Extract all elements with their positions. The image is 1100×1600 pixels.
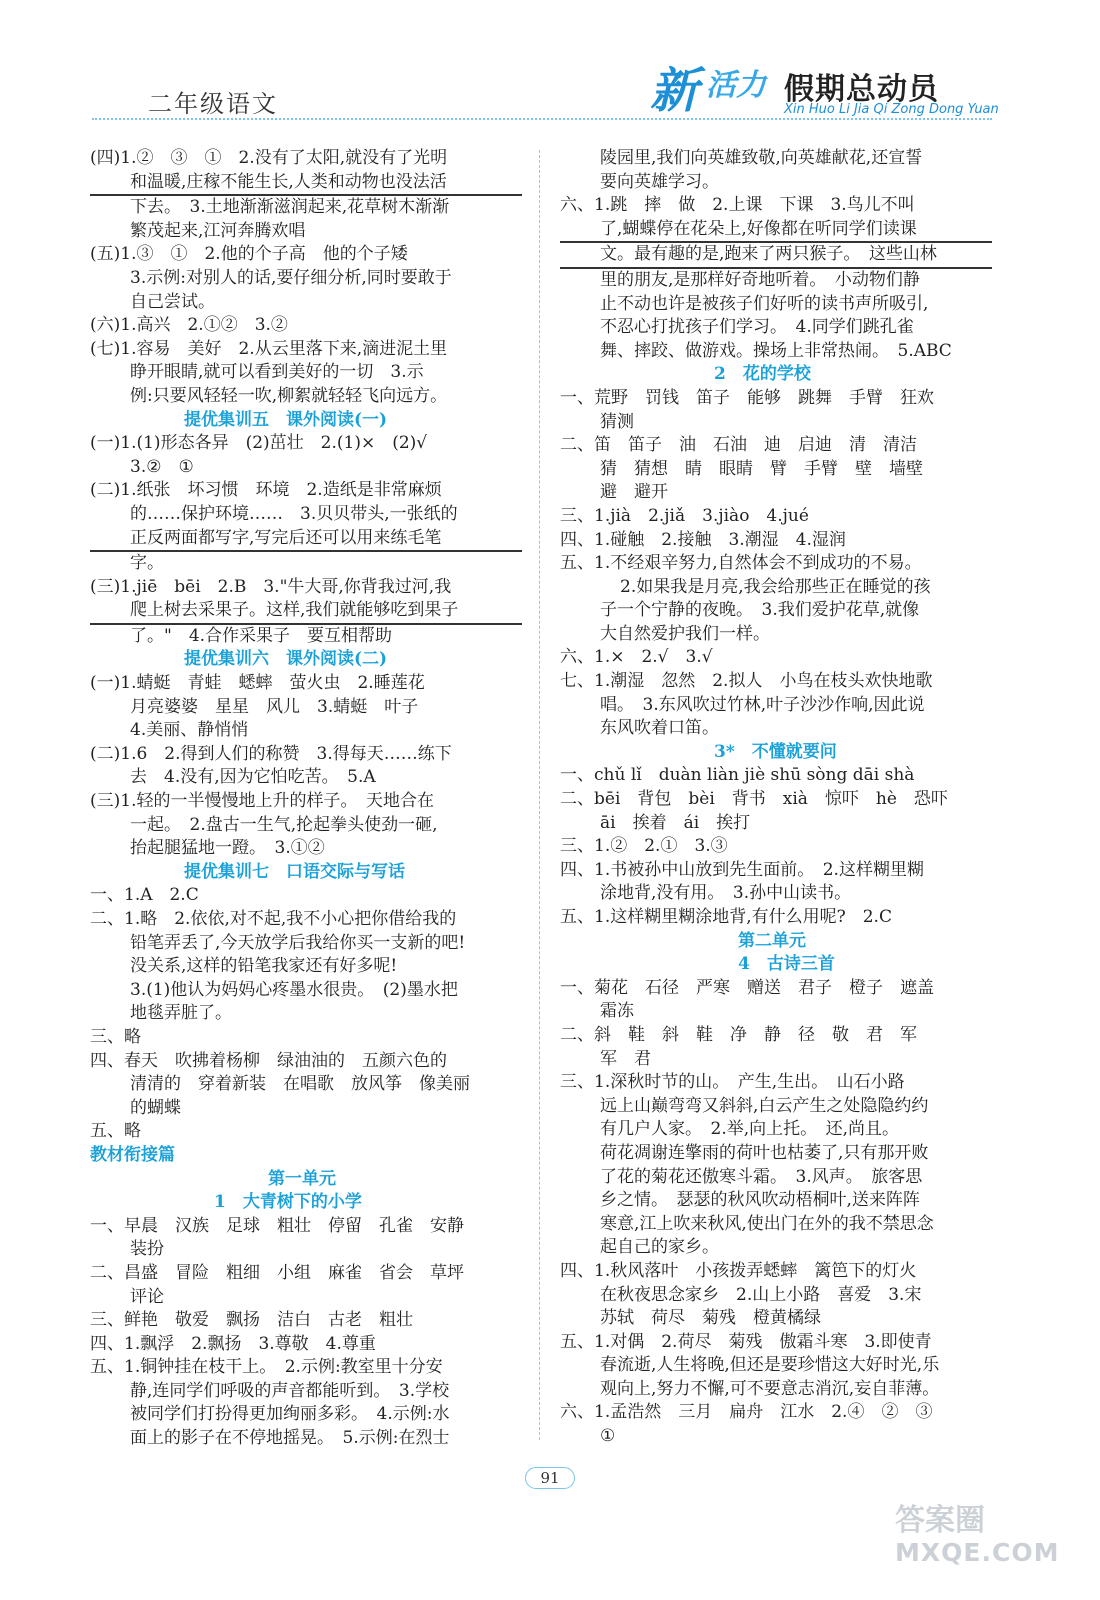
answer-line: 止不动也许是被孩子们好听的读书声所吸引, [600, 293, 929, 314]
answer-line: (一)1.蜻蜓 青蛙 蟋蟀 萤火虫 2.睡莲花 [90, 673, 425, 694]
answer-line: 乡之情。 瑟瑟的秋风吹动梧桐叶,送来阵阵 [600, 1190, 920, 1211]
answer-line: 一、菊花 石径 严寒 赠送 君子 橙子 遮盖 [560, 977, 934, 998]
answer-line: 一、chǔ lǐ duàn liàn jiè shū sòng dāi shà [560, 765, 915, 786]
answer-line: 春流逝,人生将晚,但还是要珍惜这大好时光,乐 [600, 1355, 940, 1376]
watermark-url: MXQE.COM [895, 1538, 1060, 1567]
answer-line: 二、1.略 2.依依,对不起,我不小心把你借给我的 [90, 909, 457, 929]
answer-line: (六)1.高兴 2.①② 3.② [90, 315, 288, 336]
answer-line: 爬上树去采果子。这样,我们就能够吃到果子 [90, 599, 522, 625]
answer-line: 六、1.× 2.√ 3.√ [560, 647, 713, 668]
answer-line: 2.如果我是月亮,我会给那些正在睡觉的孩 [620, 576, 931, 597]
answer-line: 舞、摔跤、做游戏。操场上非常热闹。 5.ABC [600, 340, 952, 361]
answer-line: 清清的 穿着新装 在唱歌 放风筝 像美丽 [130, 1074, 470, 1095]
answer-line: 寒意,江上吹来秋风,使出门在外的我不禁思念 [600, 1213, 934, 1234]
answer-line: 不忍心打扰孩子们学习。 4.同学们跳孔雀 [600, 317, 914, 338]
watermark-text: 答案圈 [895, 1503, 985, 1538]
answer-line: 一起。 2.盘古一生气,抡起拳头使劲一砸, [130, 814, 438, 835]
answer-line: 五、1.不经艰辛努力,自然体会不到成功的不易。 [560, 553, 922, 574]
answer-line: (一)1.(1)形态各异 (2)茁壮 2.(1)× (2)√ [90, 433, 428, 454]
section-heading: 提优集训五 课外阅读(一) [184, 409, 388, 430]
logo-title: 假期总动员 [784, 72, 939, 107]
answer-line: 三、1.② 2.① 3.③ [560, 836, 728, 857]
answer-line: 五、1.这样糊里糊涂地背,有什么用呢? 2.C [560, 907, 892, 927]
answer-line: 四、1.飘浮 2.飘扬 3.尊敬 4.尊重 [90, 1333, 376, 1354]
answer-line: 东风吹着口笛。 [600, 718, 719, 739]
lesson-heading: 3* 不懂就要问 [714, 741, 837, 762]
answer-line: 铅笔弄丢了,今天放学后我给你买一支新的吧! [130, 932, 466, 953]
answer-line: 二、昌盛 冒险 粗细 小组 麻雀 省会 草坪 [90, 1262, 464, 1283]
answer-line: (三)1.jiē bēi 2.B 3."牛大哥,你背我过河,我 [90, 576, 452, 597]
answer-line: 子一个宁静的夜晚。 3.我们爱护花草,就像 [600, 600, 920, 621]
answer-line: 装扮 [130, 1239, 164, 1260]
answer-line: 的蝴蝶 [130, 1097, 181, 1118]
answer-line: 起自己的家乡。 [600, 1237, 719, 1258]
answer-line: 三、1.jià 2.jiǎ 3.jiào 4.jué [560, 505, 809, 526]
section-heading: 提优集训七 口语交际与写话 [184, 861, 405, 882]
answer-line: 被同学们打扮得更加绚丽多彩。 4.示例:水 [130, 1404, 450, 1425]
answer-line: 猜测 [600, 411, 634, 432]
answer-line: 四、1.书被孙中山放到先生面前。 2.这样糊里糊 [560, 859, 924, 880]
answer-line: 3.示例:对别人的话,要仔细分析,同时要敢于 [130, 267, 452, 288]
answer-line: 静,连同学们呼吸的声音都能听到。 3.学校 [130, 1380, 450, 1401]
left-column [90, 147, 522, 1451]
answer-line: 涂地背,没有用。 3.孙中山读书。 [600, 883, 852, 904]
column-divider [539, 150, 540, 1440]
unit-heading: 第二单元 [738, 930, 806, 951]
answer-line: 苏轼 荷尽 菊残 橙黄橘绿 [600, 1308, 821, 1329]
answer-line: 五、1.对偶 2.荷尽 菊残 傲霜斗寒 3.即使青 [560, 1331, 932, 1352]
answer-line: (二)1.纸张 坏习惯 环境 2.造纸是非常麻烦 [90, 480, 442, 501]
right-column [560, 147, 992, 1449]
answer-line: (三)1.轻的一半慢慢地上升的样子。 天地合在 [90, 791, 434, 812]
answer-line: 唱。 3.东风吹过竹林,叶子沙沙作响,因此说 [600, 694, 925, 715]
answer-line: 里的朋友,是那样好奇地听着。 小动物们静 [600, 269, 920, 290]
answer-line: 二、斜 鞋 斜 鞋 净 静 径 敬 君 军 [560, 1024, 917, 1045]
answer-line: 七、1.潮湿 忽然 2.拟人 小鸟在枝头欢快地歌 [560, 671, 933, 692]
answer-line: 面上的影子在不停地摇晃。 5.示例:在烈士 [130, 1428, 450, 1449]
answer-line: 远上山巅弯弯又斜斜,白云产生之处隐隐约约 [600, 1095, 929, 1116]
answer-line: 一、荒野 罚钱 笛子 能够 跳舞 手臂 狂欢 [560, 387, 934, 408]
logo-pinyin: Xin Huo Li Jia Qi Zong Dong Yuan [784, 102, 999, 117]
answer-line: 3.② ① [130, 456, 194, 477]
page-number: 91 [525, 1467, 574, 1489]
answer-line: 有几户人家。 2.举,向上托。 还,尚且。 [600, 1119, 900, 1140]
answer-line: 二、bēi 背包 bèi 背书 xià 惊吓 hè 恐吓 [560, 789, 948, 810]
answer-line: ① [600, 1426, 616, 1447]
answer-line: 六、1.跳 摔 做 2.上课 下课 3.鸟儿不叫 [560, 195, 915, 216]
unit-heading: 第一单元 [268, 1168, 336, 1189]
answer-line: 睁开眼睛,就可以看到美好的一切 3.示 [130, 362, 424, 383]
header-divider [92, 118, 992, 120]
answer-line: 在秋夜思念家乡 2.山上小路 喜爱 3.宋 [600, 1284, 922, 1305]
answer-line: 五、1.铜钟挂在枝干上。 2.示例:教室里十分安 [90, 1357, 443, 1378]
lesson-heading: 1 大青树下的小学 [214, 1192, 362, 1213]
answer-line: 四、1.碰触 2.接触 3.潮湿 4.湿润 [560, 529, 846, 550]
answer-line: 了,蝴蝶停在花朵上,好像都在听同学们读课 [560, 218, 992, 244]
answer-line: 三、1.深秋时节的山。 产生,生出。 山石小路 [560, 1072, 905, 1093]
answer-line: 猜 猜想 睛 眼睛 臂 手臂 壁 墙壁 [600, 458, 923, 479]
answer-line: 观向上,努力不懈,可不要意志消沉,妄自菲薄。 [600, 1378, 940, 1399]
answer-line: 4.美丽、静悄悄 [130, 720, 249, 741]
answer-line: 正反两面都写字,写完后还可以用来练毛笔 [90, 527, 522, 553]
answer-line: 抬起腿猛地一蹬。 3.①② [130, 838, 325, 859]
answer-line: 评论 [130, 1286, 164, 1307]
answer-line: 三、鲜艳 敬爱 飘扬 洁白 古老 粗壮 [90, 1310, 413, 1331]
watermark-logo [895, 1505, 1059, 1569]
answer-line: 霜冻 [600, 1001, 634, 1022]
answer-line: 文。最有趣的是,跑来了两只猴子。 这些山林 [560, 243, 992, 269]
lesson-heading: 2 花的学校 [714, 364, 811, 385]
section-heading: 提优集训六 课外阅读(二) [184, 649, 388, 670]
answer-line: 地毯弄脏了。 [130, 1003, 232, 1024]
answer-line: 去 4.没有,因为它怕吃苦。 5.A [130, 767, 376, 788]
answer-line: 的……保护环境…… 3.贝贝带头,一张纸的 [130, 503, 458, 524]
answer-line: 没关系,这样的铅笔我家还有好多呢! [130, 956, 398, 977]
answer-line: 一、1.A 2.C [90, 885, 199, 906]
logo-xin: 新 [650, 63, 699, 119]
answer-line: 了花的菊花还傲寒斗霜。 3.风声。 旅客思 [600, 1166, 923, 1187]
answer-line: 月亮婆婆 星星 风儿 3.蜻蜓 叶子 [130, 696, 419, 717]
answer-line: 了。" 4.合作采果子 要互相帮助 [130, 625, 393, 646]
answer-line: 避 避开 [600, 482, 668, 503]
answer-line: āi 挨着 ái 挨打 [600, 812, 751, 833]
answer-line: 一、早晨 汉族 足球 粗壮 停留 孔雀 安静 [90, 1215, 464, 1236]
answer-line: 自己尝试。 [130, 291, 215, 312]
answer-line: 和温暖,庄稼不能生长,人类和动物也没法活 [90, 171, 522, 197]
answer-line: 大自然爱护我们一样。 [600, 623, 770, 644]
answer-line: 五、略 [90, 1121, 141, 1142]
grade-title: 二年级语文 [148, 90, 278, 118]
answer-line: (二)1.6 2.得到人们的称赞 3.得每天……练下 [90, 743, 452, 764]
part-heading: 教材衔接篇 [90, 1144, 175, 1165]
answer-line: 要向英雄学习。 [600, 171, 719, 192]
lesson-heading: 4 古诗三首 [738, 954, 835, 975]
answer-line: 3.(1)他认为妈妈心疼墨水很贵。 (2)墨水把 [130, 979, 458, 1000]
answer-line: (五)1.③ ① 2.他的个子高 他的个子矮 [90, 244, 408, 265]
answer-line: (七)1.容易 美好 2.从云里落下来,滴进泥土里 [90, 338, 448, 359]
answer-line: 四、春天 吹拂着杨柳 绿油油的 五颜六色的 [90, 1050, 447, 1071]
logo-huoli: 活力 [706, 68, 766, 103]
answer-line: 六、1.孟浩然 三月 扁舟 江水 2.④ ② ③ [560, 1402, 933, 1423]
answer-line: 军 君 [600, 1048, 651, 1069]
answer-line: 繁茂起来,江河奔腾欢唱 [130, 220, 306, 241]
answer-line: (四)1.② ③ ① 2.没有了太阳,就没有了光明 [90, 148, 448, 168]
answer-line: 陵园里,我们向英雄致敬,向英雄献花,还宣誓 [600, 148, 923, 168]
answer-line: 二、笛 笛子 油 石油 迪 启迪 清 清洁 [560, 435, 917, 456]
answer-line: 字。 [130, 553, 164, 574]
answer-line: 四、1.秋风落叶 小孩拨弄蟋蟀 篱笆下的灯火 [560, 1260, 917, 1281]
answer-line: 三、略 [90, 1026, 141, 1047]
answer-line: 例:只要风轻轻一吹,柳絮就轻轻飞向远方。 [130, 385, 448, 406]
answer-line: 荷花凋谢连擎雨的荷叶也枯萎了,只有那开败 [600, 1142, 929, 1163]
answer-line: 下去。 3.土地渐渐滋润起来,花草树木渐渐 [130, 197, 450, 218]
page-footer [0, 1468, 1100, 1487]
